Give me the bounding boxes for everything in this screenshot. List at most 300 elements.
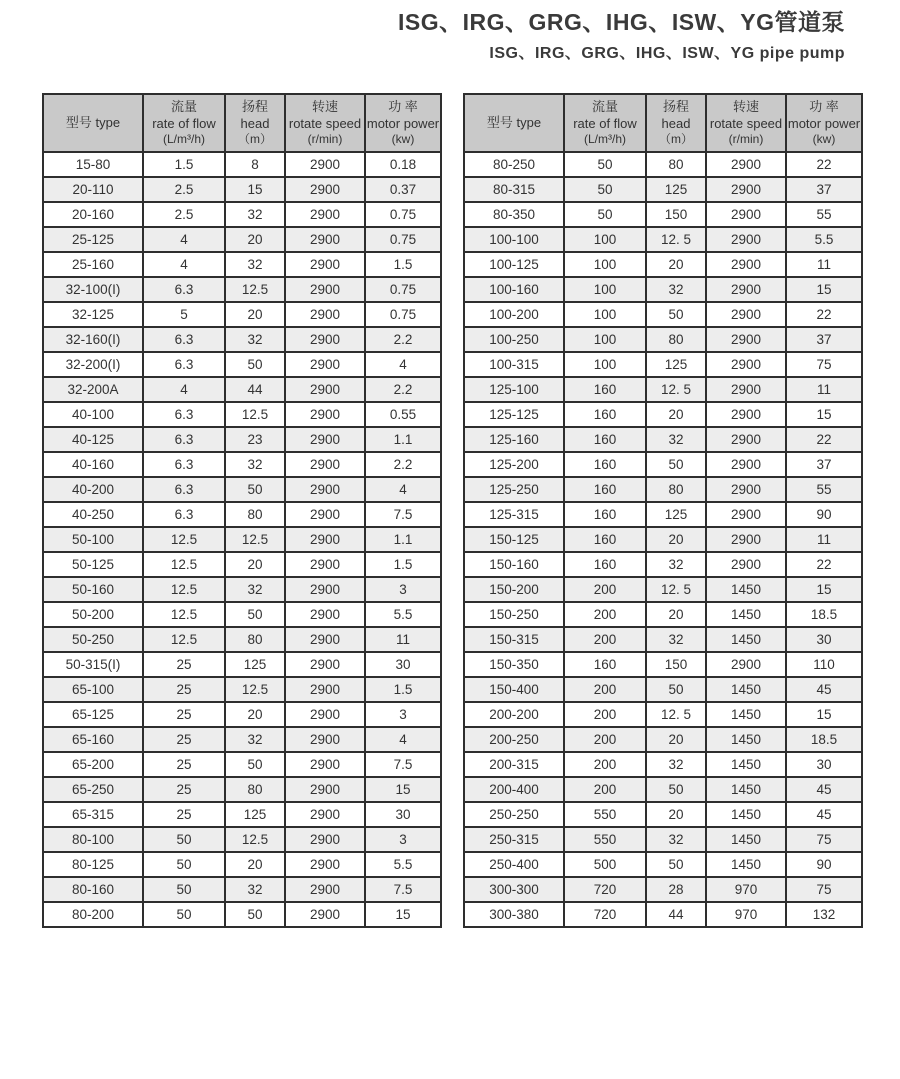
table-row bbox=[464, 152, 862, 177]
table-row bbox=[43, 877, 441, 902]
table-row bbox=[464, 777, 862, 802]
col-header-flow-en: rate of flow bbox=[573, 115, 637, 131]
table-cell: 1450 bbox=[706, 802, 786, 827]
col-header-type: 型号 type bbox=[464, 94, 564, 152]
table-cell: 1450 bbox=[706, 677, 786, 702]
col-header-head-stack bbox=[647, 99, 705, 147]
table-cell: 15 bbox=[365, 777, 441, 802]
table-cell: 2900 bbox=[285, 602, 365, 627]
table-cell: 200 bbox=[564, 702, 646, 727]
table-cell: 2900 bbox=[706, 452, 786, 477]
table-cell: 50 bbox=[564, 177, 646, 202]
table-cell: 32-200A bbox=[43, 377, 143, 402]
table-cell: 2900 bbox=[706, 402, 786, 427]
table-cell: 1.5 bbox=[365, 552, 441, 577]
table-cell: 2900 bbox=[285, 852, 365, 877]
table-cell: 32 bbox=[646, 752, 706, 777]
table-row bbox=[43, 152, 441, 177]
table-row bbox=[43, 202, 441, 227]
table-row bbox=[43, 377, 441, 402]
table-row bbox=[464, 427, 862, 452]
table-cell: 150-160 bbox=[464, 552, 564, 577]
table-cell: 1450 bbox=[706, 852, 786, 877]
table-cell: 32 bbox=[225, 252, 285, 277]
col-header-speed bbox=[285, 94, 365, 152]
table-cell: 50-160 bbox=[43, 577, 143, 602]
table-cell: 2900 bbox=[706, 527, 786, 552]
table-cell: 2900 bbox=[285, 552, 365, 577]
table-cell: 2.5 bbox=[143, 177, 225, 202]
table-cell: 2900 bbox=[285, 302, 365, 327]
table-cell: 6.3 bbox=[143, 402, 225, 427]
table-cell: 160 bbox=[564, 527, 646, 552]
table-cell: 4 bbox=[365, 352, 441, 377]
table-cell: 100-100 bbox=[464, 227, 564, 252]
table-cell: 2.2 bbox=[365, 452, 441, 477]
col-header-head-unit: （m） bbox=[238, 132, 272, 147]
table-row bbox=[464, 327, 862, 352]
table-cell: 0.37 bbox=[365, 177, 441, 202]
table-cell: 4 bbox=[143, 227, 225, 252]
table-cell: 80-125 bbox=[43, 852, 143, 877]
table-cell: 2900 bbox=[706, 477, 786, 502]
table-cell: 80-250 bbox=[464, 152, 564, 177]
table-cell: 40-100 bbox=[43, 402, 143, 427]
table-row bbox=[464, 902, 862, 927]
table-cell: 2900 bbox=[706, 552, 786, 577]
table-cell: 80 bbox=[646, 477, 706, 502]
table-cell: 2900 bbox=[285, 377, 365, 402]
table-row bbox=[464, 502, 862, 527]
table-cell: 150 bbox=[646, 202, 706, 227]
col-header-flow-stack bbox=[144, 99, 224, 147]
table-cell: 50-315(I) bbox=[43, 652, 143, 677]
table-cell: 1450 bbox=[706, 727, 786, 752]
table-row bbox=[464, 577, 862, 602]
table-cell: 200 bbox=[564, 602, 646, 627]
table-cell: 2900 bbox=[706, 277, 786, 302]
col-header-head bbox=[646, 94, 706, 152]
table-cell: 125 bbox=[646, 502, 706, 527]
table-cell: 50 bbox=[143, 827, 225, 852]
table-cell: 2900 bbox=[706, 302, 786, 327]
table-cell: 12.5 bbox=[225, 527, 285, 552]
table-cell: 50 bbox=[646, 677, 706, 702]
table-cell: 20 bbox=[225, 227, 285, 252]
table-cell: 200 bbox=[564, 627, 646, 652]
table-cell: 200-200 bbox=[464, 702, 564, 727]
table-cell: 32 bbox=[646, 827, 706, 852]
table-cell: 550 bbox=[564, 802, 646, 827]
table-cell: 125 bbox=[225, 802, 285, 827]
pump-table-right bbox=[463, 93, 863, 928]
table-cell: 200 bbox=[564, 727, 646, 752]
table-row bbox=[43, 277, 441, 302]
table-cell: 12.5 bbox=[143, 552, 225, 577]
table-cell: 50 bbox=[225, 902, 285, 927]
table-cell: 11 bbox=[365, 627, 441, 652]
table-cell: 2.5 bbox=[143, 202, 225, 227]
table-cell: 50-250 bbox=[43, 627, 143, 652]
table-cell: 80 bbox=[225, 777, 285, 802]
table-cell: 40-250 bbox=[43, 502, 143, 527]
table-cell: 75 bbox=[786, 352, 862, 377]
table-cell: 125 bbox=[646, 177, 706, 202]
table-cell: 11 bbox=[786, 252, 862, 277]
table-cell: 150-400 bbox=[464, 677, 564, 702]
table-cell: 0.75 bbox=[365, 302, 441, 327]
table-cell: 65-200 bbox=[43, 752, 143, 777]
table-cell: 50 bbox=[225, 752, 285, 777]
table-cell: 12. 5 bbox=[646, 577, 706, 602]
table-cell: 15 bbox=[786, 277, 862, 302]
table-cell: 20 bbox=[225, 302, 285, 327]
table-cell: 32-125 bbox=[43, 302, 143, 327]
table-cell: 50 bbox=[646, 452, 706, 477]
table-cell: 25-125 bbox=[43, 227, 143, 252]
table-row bbox=[464, 627, 862, 652]
table-cell: 2900 bbox=[706, 202, 786, 227]
table-cell: 25 bbox=[143, 652, 225, 677]
table-cell: 32 bbox=[225, 327, 285, 352]
table-cell: 720 bbox=[564, 902, 646, 927]
col-header-head-zh: 扬程 bbox=[241, 99, 268, 115]
table-cell: 1450 bbox=[706, 777, 786, 802]
table-cell: 50-125 bbox=[43, 552, 143, 577]
table-cell: 80 bbox=[646, 152, 706, 177]
table-cell: 125-125 bbox=[464, 402, 564, 427]
table-cell: 22 bbox=[786, 552, 862, 577]
table-cell: 2900 bbox=[285, 402, 365, 427]
table-row bbox=[464, 452, 862, 477]
col-header-speed-en: rotate speed bbox=[709, 115, 783, 131]
col-header-power-zh: 功 率 bbox=[809, 99, 839, 115]
table-cell: 100-315 bbox=[464, 352, 564, 377]
table-row bbox=[43, 502, 441, 527]
col-header-flow-stack bbox=[565, 99, 645, 147]
table-cell: 30 bbox=[786, 627, 862, 652]
table-row bbox=[43, 752, 441, 777]
table-cell: 80-160 bbox=[43, 877, 143, 902]
table-cell: 40-200 bbox=[43, 477, 143, 502]
table-row bbox=[43, 777, 441, 802]
col-header-flow bbox=[564, 94, 646, 152]
table-cell: 1.5 bbox=[365, 677, 441, 702]
table-cell: 100-250 bbox=[464, 327, 564, 352]
table-row bbox=[43, 677, 441, 702]
table-cell: 500 bbox=[564, 852, 646, 877]
table-cell: 2900 bbox=[285, 427, 365, 452]
table-cell: 90 bbox=[786, 852, 862, 877]
table-cell: 250-315 bbox=[464, 827, 564, 852]
table-cell: 32 bbox=[225, 202, 285, 227]
table-cell: 80-315 bbox=[464, 177, 564, 202]
table-cell: 50 bbox=[564, 202, 646, 227]
table-cell: 15 bbox=[786, 577, 862, 602]
table-row bbox=[464, 552, 862, 577]
table-cell: 2900 bbox=[706, 227, 786, 252]
col-header-speed-unit: (r/min) bbox=[307, 132, 343, 147]
table-cell: 150-350 bbox=[464, 652, 564, 677]
table-cell: 3 bbox=[365, 702, 441, 727]
table-cell: 100-160 bbox=[464, 277, 564, 302]
col-header-flow-unit: (L/m³/h) bbox=[163, 132, 205, 147]
table-cell: 20 bbox=[646, 527, 706, 552]
table-cell: 12.5 bbox=[143, 577, 225, 602]
table-cell: 55 bbox=[786, 477, 862, 502]
table-cell: 1.5 bbox=[143, 152, 225, 177]
table-row bbox=[43, 577, 441, 602]
table-cell: 65-100 bbox=[43, 677, 143, 702]
table-cell: 125-250 bbox=[464, 477, 564, 502]
table-cell: 4 bbox=[143, 252, 225, 277]
table-cell: 50 bbox=[646, 302, 706, 327]
table-cell: 15 bbox=[225, 177, 285, 202]
table-cell: 4 bbox=[143, 377, 225, 402]
table-cell: 2900 bbox=[285, 177, 365, 202]
table-row bbox=[43, 852, 441, 877]
table-cell: 37 bbox=[786, 177, 862, 202]
table-cell: 2900 bbox=[285, 252, 365, 277]
table-cell: 0.75 bbox=[365, 277, 441, 302]
table-row bbox=[464, 252, 862, 277]
table-cell: 4 bbox=[365, 727, 441, 752]
table-cell: 50-100 bbox=[43, 527, 143, 552]
table-cell: 20 bbox=[225, 552, 285, 577]
table-row bbox=[43, 252, 441, 277]
table-row bbox=[43, 477, 441, 502]
table-cell: 2.2 bbox=[365, 377, 441, 402]
table-cell: 45 bbox=[786, 802, 862, 827]
table-cell: 20 bbox=[646, 252, 706, 277]
table-cell: 200-250 bbox=[464, 727, 564, 752]
table-cell: 2900 bbox=[285, 227, 365, 252]
table-cell: 2900 bbox=[285, 327, 365, 352]
table-cell: 200-315 bbox=[464, 752, 564, 777]
table-row bbox=[464, 227, 862, 252]
table-cell: 200 bbox=[564, 752, 646, 777]
table-cell: 20-160 bbox=[43, 202, 143, 227]
table-cell: 1.1 bbox=[365, 527, 441, 552]
table-cell: 12.5 bbox=[143, 527, 225, 552]
table-cell: 50 bbox=[143, 902, 225, 927]
table-cell: 2900 bbox=[706, 427, 786, 452]
table-cell: 80-100 bbox=[43, 827, 143, 852]
col-header-power bbox=[365, 94, 441, 152]
table-cell: 20 bbox=[646, 402, 706, 427]
col-header-flow-zh: 流量 bbox=[591, 99, 618, 115]
table-cell: 1450 bbox=[706, 602, 786, 627]
table-cell: 50 bbox=[225, 477, 285, 502]
table-cell: 125-160 bbox=[464, 427, 564, 452]
col-header-power-unit: (kw) bbox=[812, 132, 836, 147]
table-cell: 100-200 bbox=[464, 302, 564, 327]
table-cell: 12. 5 bbox=[646, 227, 706, 252]
table-cell: 32 bbox=[646, 627, 706, 652]
table-row bbox=[43, 602, 441, 627]
table-cell: 970 bbox=[706, 902, 786, 927]
table-cell: 2900 bbox=[285, 877, 365, 902]
table-cell: 100 bbox=[564, 352, 646, 377]
pump-table-left bbox=[42, 93, 442, 928]
table-cell: 12.5 bbox=[225, 402, 285, 427]
table-cell: 2900 bbox=[706, 652, 786, 677]
table-cell: 20 bbox=[646, 727, 706, 752]
table-cell: 75 bbox=[786, 877, 862, 902]
table-cell: 2900 bbox=[285, 677, 365, 702]
table-cell: 160 bbox=[564, 427, 646, 452]
table-cell: 44 bbox=[225, 377, 285, 402]
table-cell: 2900 bbox=[285, 902, 365, 927]
table-cell: 15 bbox=[365, 902, 441, 927]
table-cell: 1450 bbox=[706, 827, 786, 852]
table-cell: 2900 bbox=[706, 152, 786, 177]
table-row bbox=[43, 802, 441, 827]
table-row bbox=[43, 827, 441, 852]
table-row bbox=[43, 227, 441, 252]
title-block bbox=[398, 4, 845, 63]
col-header-flow-unit: (L/m³/h) bbox=[584, 132, 626, 147]
table-cell: 150 bbox=[646, 652, 706, 677]
table-row bbox=[464, 177, 862, 202]
table-cell: 5.5 bbox=[786, 227, 862, 252]
table-cell: 7.5 bbox=[365, 502, 441, 527]
table-row bbox=[464, 677, 862, 702]
table-cell: 2900 bbox=[285, 727, 365, 752]
table-cell: 2900 bbox=[706, 352, 786, 377]
table-cell: 50 bbox=[646, 852, 706, 877]
table-cell: 18.5 bbox=[786, 602, 862, 627]
table-row bbox=[464, 727, 862, 752]
table-cell: 32 bbox=[225, 727, 285, 752]
table-cell: 2900 bbox=[285, 352, 365, 377]
table-cell: 160 bbox=[564, 652, 646, 677]
table-cell: 2900 bbox=[285, 802, 365, 827]
table-cell: 50 bbox=[225, 602, 285, 627]
table-cell: 160 bbox=[564, 477, 646, 502]
table-header bbox=[464, 94, 862, 152]
table-cell: 2900 bbox=[285, 752, 365, 777]
table-row bbox=[43, 527, 441, 552]
table-cell: 32 bbox=[225, 577, 285, 602]
table-cell: 2900 bbox=[285, 777, 365, 802]
table-cell: 12.5 bbox=[143, 602, 225, 627]
table-cell: 2.2 bbox=[365, 327, 441, 352]
table-cell: 100 bbox=[564, 227, 646, 252]
table-cell: 200 bbox=[564, 577, 646, 602]
table-cell: 12.5 bbox=[225, 677, 285, 702]
table-cell: 300-300 bbox=[464, 877, 564, 902]
table-cell: 30 bbox=[786, 752, 862, 777]
table-cell: 25-160 bbox=[43, 252, 143, 277]
table-cell: 12.5 bbox=[225, 277, 285, 302]
table-row bbox=[43, 327, 441, 352]
table-cell: 1450 bbox=[706, 702, 786, 727]
table-cell: 15 bbox=[786, 402, 862, 427]
table-cell: 125-315 bbox=[464, 502, 564, 527]
col-header-head bbox=[225, 94, 285, 152]
col-header-type: 型号 type bbox=[43, 94, 143, 152]
table-cell: 2900 bbox=[285, 477, 365, 502]
table-cell: 50 bbox=[564, 152, 646, 177]
table-cell: 2900 bbox=[706, 377, 786, 402]
col-header-power-en: motor power bbox=[787, 115, 861, 131]
table-cell: 100 bbox=[564, 252, 646, 277]
table-cell: 1.1 bbox=[365, 427, 441, 452]
table-row bbox=[464, 402, 862, 427]
table-cell: 100 bbox=[564, 277, 646, 302]
table-row bbox=[43, 902, 441, 927]
table-row bbox=[464, 377, 862, 402]
table-cell: 0.75 bbox=[365, 227, 441, 252]
table-cell: 160 bbox=[564, 502, 646, 527]
table-cell: 32 bbox=[646, 277, 706, 302]
table-cell: 2900 bbox=[285, 702, 365, 727]
table-cell: 2900 bbox=[285, 502, 365, 527]
table-cell: 80 bbox=[225, 502, 285, 527]
table-cell: 50 bbox=[225, 352, 285, 377]
col-header-power-stack bbox=[366, 99, 440, 147]
table-cell: 32-160(I) bbox=[43, 327, 143, 352]
table-cell: 80-200 bbox=[43, 902, 143, 927]
table-cell: 40-160 bbox=[43, 452, 143, 477]
table-cell: 1.5 bbox=[365, 252, 441, 277]
table-cell: 250-250 bbox=[464, 802, 564, 827]
table-cell: 12. 5 bbox=[646, 377, 706, 402]
table-cell: 32 bbox=[225, 452, 285, 477]
table-cell: 5.5 bbox=[365, 602, 441, 627]
col-header-speed bbox=[706, 94, 786, 152]
table-cell: 110 bbox=[786, 652, 862, 677]
table-cell: 2900 bbox=[706, 177, 786, 202]
table-row bbox=[464, 302, 862, 327]
table-cell: 45 bbox=[786, 677, 862, 702]
col-header-speed-stack bbox=[286, 99, 364, 147]
col-header-speed-stack bbox=[707, 99, 785, 147]
table-cell: 100 bbox=[564, 327, 646, 352]
table-cell: 25 bbox=[143, 702, 225, 727]
table-body-right bbox=[464, 152, 862, 927]
table-cell: 37 bbox=[786, 327, 862, 352]
table-row bbox=[464, 527, 862, 552]
col-header-head-zh: 扬程 bbox=[662, 99, 689, 115]
table-cell: 25 bbox=[143, 802, 225, 827]
table-row bbox=[43, 552, 441, 577]
table-cell: 28 bbox=[646, 877, 706, 902]
table-cell: 125 bbox=[646, 352, 706, 377]
table-cell: 55 bbox=[786, 202, 862, 227]
table-cell: 970 bbox=[706, 877, 786, 902]
page-subtitle: ISG、IRG、GRG、IHG、ISW、YG pipe pump bbox=[489, 45, 845, 62]
table-cell: 20-110 bbox=[43, 177, 143, 202]
col-header-flow-en: rate of flow bbox=[152, 115, 216, 131]
table-cell: 25 bbox=[143, 727, 225, 752]
table-row bbox=[464, 202, 862, 227]
table-cell: 2900 bbox=[706, 252, 786, 277]
table-cell: 200-400 bbox=[464, 777, 564, 802]
table-cell: 250-400 bbox=[464, 852, 564, 877]
table-cell: 720 bbox=[564, 877, 646, 902]
table-cell: 2900 bbox=[285, 627, 365, 652]
table-cell: 15-80 bbox=[43, 152, 143, 177]
col-header-speed-zh: 转速 bbox=[311, 99, 338, 115]
table-cell: 6.3 bbox=[143, 327, 225, 352]
table-cell: 2900 bbox=[285, 827, 365, 852]
table-body-left bbox=[43, 152, 441, 927]
table-cell: 300-380 bbox=[464, 902, 564, 927]
col-header-flow bbox=[143, 94, 225, 152]
table-cell: 65-250 bbox=[43, 777, 143, 802]
